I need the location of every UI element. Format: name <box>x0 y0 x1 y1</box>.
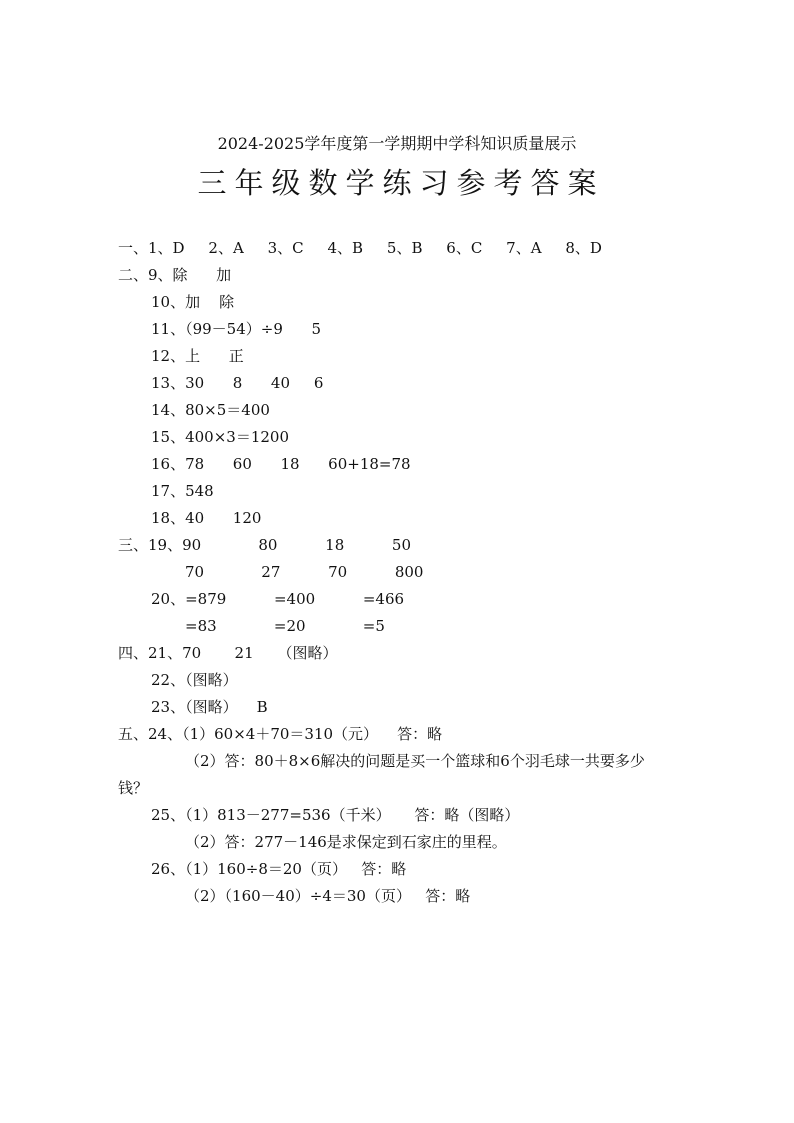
answer-line-7: 14、80×5＝400 <box>151 401 270 419</box>
answer-line-12: 三、19、90 80 18 50 <box>118 536 412 554</box>
answer-line-18: 23、（图略） B <box>151 698 268 716</box>
answer-line-22: 25、（1）813－277=536（千米） 答：略（图略） <box>151 806 520 824</box>
document-title: 三年级数学练习参考答案 <box>197 166 605 200</box>
answer-line-6: 13、30 8 40 6 <box>151 374 324 392</box>
answer-line-2: 二、9、除 加 <box>118 266 232 284</box>
answer-line-15: =83 =20 =5 <box>185 617 385 635</box>
answer-line-21: 钱？ <box>118 779 149 797</box>
answer-line-9: 16、78 60 18 60+18=78 <box>151 455 411 473</box>
answer-line-5: 12、上 正 <box>151 347 244 365</box>
answer-line-8: 15、400×3＝1200 <box>151 428 290 446</box>
answer-line-20: （2）答：80＋8×6解决的问题是买一个篮球和6个羽毛球一共要多少 <box>185 752 645 770</box>
answer-line-11: 18、40 120 <box>151 509 262 527</box>
answer-line-1: 一、1、D 2、A 3、C 4、B 5、B 6、C 7、A 8、D <box>118 239 602 257</box>
answer-line-4: 11、（99－54）÷9 5 <box>151 320 322 338</box>
answer-line-16: 四、21、70 21 （图略） <box>118 644 338 662</box>
answer-line-23: （2）答：277－146是求保定到石家庄的里程。 <box>185 833 507 851</box>
answer-line-3: 10、加 除 <box>151 293 235 311</box>
answer-line-19: 五、24、（1）60×4＋70＝310（元） 答：略 <box>118 725 443 743</box>
answer-line-13: 70 27 70 800 <box>185 563 424 581</box>
answer-line-17: 22、（图略） <box>151 671 238 689</box>
answer-line-14: 20、=879 =400 =466 <box>151 590 405 608</box>
answer-line-24: 26、（1）160÷8＝20（页） 答：略 <box>151 860 407 878</box>
answer-line-10: 17、548 <box>151 482 214 500</box>
answer-line-25: （2）（160－40）÷4＝30（页） 答：略 <box>185 887 471 905</box>
document-subtitle: 2024-2025学年度第一学期期中学科知识质量展示 <box>217 134 577 153</box>
